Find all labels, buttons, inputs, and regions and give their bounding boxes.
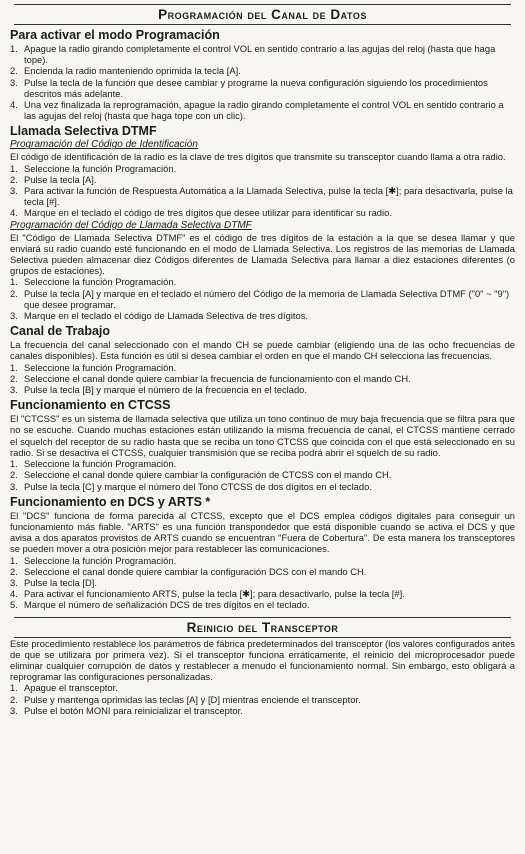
- list-number: 3.: [10, 480, 18, 492]
- list-number: 1.: [10, 554, 18, 566]
- list-item: [10, 310, 515, 321]
- list-text: Pulse la tecla [C] y marque el número del Tono CTCSS de dos dígitos en el teclado.: [24, 480, 372, 492]
- section-banner: Programación del Canal de Datos: [14, 4, 511, 25]
- list-item: [10, 469, 515, 480]
- list-number: 1.: [10, 458, 18, 470]
- subsection-heading: Programación del Código de Identificación: [10, 139, 198, 151]
- list-item: [10, 77, 515, 99]
- paragraph: El "CTCSS" es un sistema de llamada selectiva que utiliza un tono continuo de muy baja frecuencia que se filtra para que no se escuche. Cuando muchas estaciones están utilizando la misma frecuencia de canal, el CTCSS mantiene cerrado el squelch del receptor de su radio hasta que se reciba un tono CTCSS que coincida con el que está seleccionado en su radio. Si se desactiva el CTCSS, cualquier transmisión que se reciba podrá abrir el squelch de su radio.: [10, 413, 515, 458]
- list-text: Seleccione el canal donde quiere cambiar la configuración de CTCSS con el mando CH.: [24, 469, 392, 481]
- numbered-list: [10, 163, 515, 219]
- list-number: 3.: [10, 704, 18, 716]
- list-text: Encienda la radio manteniendo oprimida la tecla [A].: [24, 65, 241, 77]
- paragraph: La frecuencia del canal seleccionado con el mando CH se puede cambiar (eligiendo una de las ocho frecuencias de canales disponibles). Esta función es útil si desea cambiar el orden en que el mando CH selecciona las frecuencias.: [10, 339, 515, 362]
- list-item: [10, 65, 515, 76]
- list-item: [10, 481, 515, 492]
- section-heading: Para activar el modo Programación: [10, 28, 220, 42]
- list-number: 4.: [10, 207, 18, 219]
- list-number: 3.: [10, 384, 18, 396]
- list-number: 1.: [10, 361, 18, 373]
- list-item: [10, 588, 515, 599]
- numbered-list: [10, 682, 515, 716]
- list-text: Pulse y mantenga oprimidas las teclas [A] y [D] mientras enciende el transceptor.: [24, 693, 361, 705]
- list-text: Seleccione la función Programación.: [24, 554, 177, 566]
- numbered-list: [10, 43, 515, 121]
- section-banner: Reinicio del Transceptor: [14, 617, 511, 638]
- list-text: Marque en el teclado el código de Llamada Selectiva de tres dígitos.: [24, 310, 309, 322]
- list-text: Seleccione la función Programación.: [24, 162, 177, 174]
- list-text: Una vez finalizada la reprogramación, apague la radio girando completamente el control VOL en sentido contrario a las agujas del reloj (hasta que haga tope con un clic).: [24, 99, 504, 122]
- list-number: 1.: [10, 162, 18, 174]
- list-text: Pulse el botón MONI para reinicializar el transceptor.: [24, 704, 243, 716]
- list-item: [10, 43, 515, 65]
- list-item: [10, 577, 515, 588]
- numbered-list: [10, 458, 515, 492]
- section-heading: Funcionamiento en CTCSS: [10, 398, 171, 413]
- paragraph: El "Código de Llamada Selectiva DTMF" es el código de tres dígitos de la estación a la que se desea llamar y que enviará su radio cuando esté funcionando en el modo de Llamada Selectiva. Los registros de las memorias de Llamada Selectiva pueden almacenar diez Códigos diferentes de Llamada Selectiva para llamar a diez estaciones diferentes (o grupos de estaciones).: [10, 231, 515, 277]
- list-text: Seleccione la función Programación.: [24, 276, 177, 288]
- list-text: Pulse la tecla [D].: [24, 576, 97, 588]
- list-item: [10, 599, 515, 610]
- list-item: [10, 362, 515, 373]
- list-text: Pulse la tecla de la función que desee cambiar y programe la nueva configuración siguiendo los procedimientos descritos más adelante.: [24, 76, 488, 99]
- section-heading: Canal de Trabajo: [10, 324, 111, 339]
- list-text: Marque en el teclado el código de tres dígitos que desee utilizar para identificar su radio.: [24, 207, 392, 219]
- list-item: [10, 384, 515, 395]
- list-text: Seleccione el canal donde quiere cambiar la configuración DCS con el mando CH.: [24, 565, 367, 577]
- numbered-list: [10, 362, 515, 396]
- paragraph: El código de identificación de la radio es la clave de tres dígitos que transmite su transceptor cuando llama a otra radio.: [10, 151, 506, 163]
- list-item: [10, 682, 515, 693]
- list-item: [10, 207, 515, 218]
- list-item: [10, 185, 515, 207]
- list-number: 2.: [10, 372, 18, 384]
- list-item: [10, 174, 515, 185]
- list-item: [10, 99, 515, 121]
- manual-page: [0, 4, 525, 854]
- list-number: 2.: [10, 287, 18, 299]
- list-text: Apague la radio girando completamente el control VOL en sentido contrario a las agujas del reloj (hasta que haga tope).: [24, 43, 496, 66]
- list-text: Pulse la tecla [A] y marque en el teclado el número del Código de la memoria de Llamada Selectiva DTMF ("0" ~ "9") que desee programar.: [24, 287, 510, 310]
- list-number: 3.: [10, 185, 18, 197]
- list-text: Marque el número de señalización DCS de tres dígitos en el teclado.: [24, 599, 310, 611]
- list-text: Seleccione la función Programación.: [24, 361, 177, 373]
- list-item: [10, 705, 515, 716]
- list-number: 2.: [10, 693, 18, 705]
- paragraph: Este procedimiento restablece los parámetros de fábrica predeterminados del transceptor (los valores configurados antes de que se utilizara por primera vez). Si el transceptor funciona erráticamente, el reinicio del microprocesador puede eliminar cualquier corrupción de datos y restablecer a menudo el funcionamiento normal. Sin embargo, esto obligará a reprogramar las configuraciones personalizadas.: [10, 637, 515, 683]
- list-item: [10, 373, 515, 384]
- list-text: Seleccione la función Programación.: [24, 458, 177, 470]
- list-number: 1.: [10, 276, 18, 288]
- list-number: 4.: [10, 99, 18, 111]
- list-item: [10, 694, 515, 705]
- list-text: Seleccione el canal donde quiere cambiar la frecuencia de funcionamiento con el mando CH.: [24, 372, 411, 384]
- numbered-list: [10, 276, 515, 321]
- list-item: [10, 458, 515, 469]
- list-number: 2.: [10, 565, 18, 577]
- list-number: 2.: [10, 173, 18, 185]
- list-text: Para activar la función de Respuesta Automática a la Llamada Selectiva, pulse la tecla [✱]; para desactivarla, pulse la tecla [#].: [24, 185, 513, 208]
- list-text: Apague el transceptor.: [24, 682, 118, 694]
- numbered-list: [10, 555, 515, 611]
- list-number: 3.: [10, 310, 18, 322]
- list-text: Para activar el funcionamiento ARTS, pulse la tecla [✱]; para desactivarlo, pulse la tecla [#].: [24, 588, 405, 600]
- list-number: 2.: [10, 469, 18, 481]
- paragraph: El "DCS" funciona de forma parecida al CTCSS, excepto que el DCS emplea códigos digitales para conseguir un funcionamiento más fiable. "ARTS" es una función transpondedor que está disponible cuando se activa el DCS y que avisa a dos aparatos provistos de ARTS cuando se encuentran "Fuera de Cobertura". De esta manera los transceptores se pueden mover a otra posición mejor para restablecer las comunicaciones.: [10, 509, 515, 555]
- list-item: [10, 276, 515, 287]
- list-item: [10, 555, 515, 566]
- list-number: 4.: [10, 588, 18, 600]
- section-heading: Llamada Selectiva DTMF: [10, 124, 157, 139]
- subsection-heading: Programación del Código de Llamada Selectiva DTMF: [10, 219, 252, 231]
- list-item: [10, 566, 515, 577]
- list-number: 2.: [10, 65, 18, 77]
- list-number: 3.: [10, 576, 18, 588]
- list-item: [10, 288, 515, 310]
- list-number: 1.: [10, 43, 18, 54]
- list-number: 1.: [10, 682, 18, 694]
- section-heading: Funcionamiento en DCS y ARTS *: [10, 494, 211, 509]
- list-item: [10, 163, 515, 174]
- list-text: Pulse la tecla [B] y marque el número de la frecuencia en el teclado.: [24, 384, 307, 396]
- list-text: Pulse la tecla [A].: [24, 173, 97, 185]
- list-number: 3.: [10, 76, 18, 88]
- list-number: 5.: [10, 599, 18, 611]
